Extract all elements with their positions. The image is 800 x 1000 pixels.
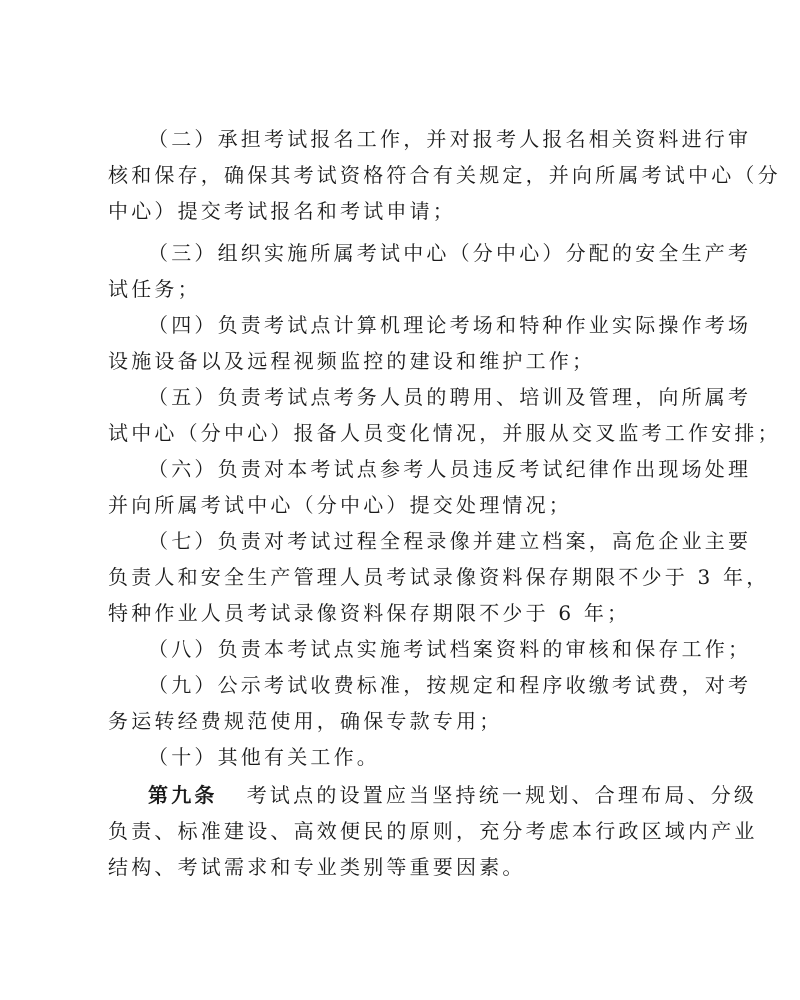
- paragraph-line: （五）负责考试点考务人员的聘用、培训及管理，向所属考: [148, 385, 752, 409]
- paragraph-line: 结构、考试需求和专业类别等重要因素。: [108, 855, 526, 879]
- paragraph-line: （七）负责对考试过程全程录像并建立档案，高危企业主要: [148, 529, 752, 553]
- paragraph-line: 设施设备以及远程视频监控的建设和维护工作；: [108, 349, 596, 373]
- article-text: 考试点的设置应当坚持统一规划、合理布局、分级: [246, 783, 758, 807]
- paragraph-line: （二）承担考试报名工作，并对报考人报名相关资料进行审: [148, 127, 752, 151]
- paragraph-line: （六）负责对本考试点参考人员违反考试纪律作出现场处理: [148, 457, 752, 481]
- paragraph-line: 试中心（分中心）报备人员变化情况，并服从交叉监考工作安排；: [108, 421, 781, 445]
- paragraph-line: 试任务；: [108, 277, 201, 301]
- paragraph-line: 核和保存，确保其考试资格符合有关规定，并向所属考试中心（分: [108, 163, 781, 187]
- paragraph-line: （九）公示考试收费标准，按规定和程序收缴考试费，对考: [148, 673, 752, 697]
- paragraph-line: （三）组织实施所属考试中心（分中心）分配的安全生产考: [148, 241, 752, 265]
- paragraph-line: （十）其他有关工作。: [148, 745, 380, 769]
- paragraph-line: （八）负责本考试点实施考试档案资料的审核和保存工作；: [148, 637, 752, 661]
- article-heading: 第九条: [148, 783, 218, 807]
- paragraph-line: （四）负责考试点计算机理论考场和特种作业实际操作考场: [148, 313, 752, 337]
- paragraph-line: 特种作业人员考试录像资料保存期限不少于 6 年；: [108, 601, 631, 625]
- paragraph-line: 负责、标准建设、高效便民的原则，充分考虑本行政区域内产业: [108, 819, 758, 843]
- article-9-first-line: [108, 780, 758, 810]
- paragraph-line: 负责人和安全生产管理人员考试录像资料保存期限不少于 3 年，: [108, 565, 770, 589]
- paragraph-line: 并向所属考试中心（分中心）提交处理情况；: [108, 493, 572, 517]
- paragraph-line: 务运转经费规范使用，确保专款专用；: [108, 709, 503, 733]
- paragraph-line: 中心）提交考试报名和考试申请；: [108, 199, 456, 223]
